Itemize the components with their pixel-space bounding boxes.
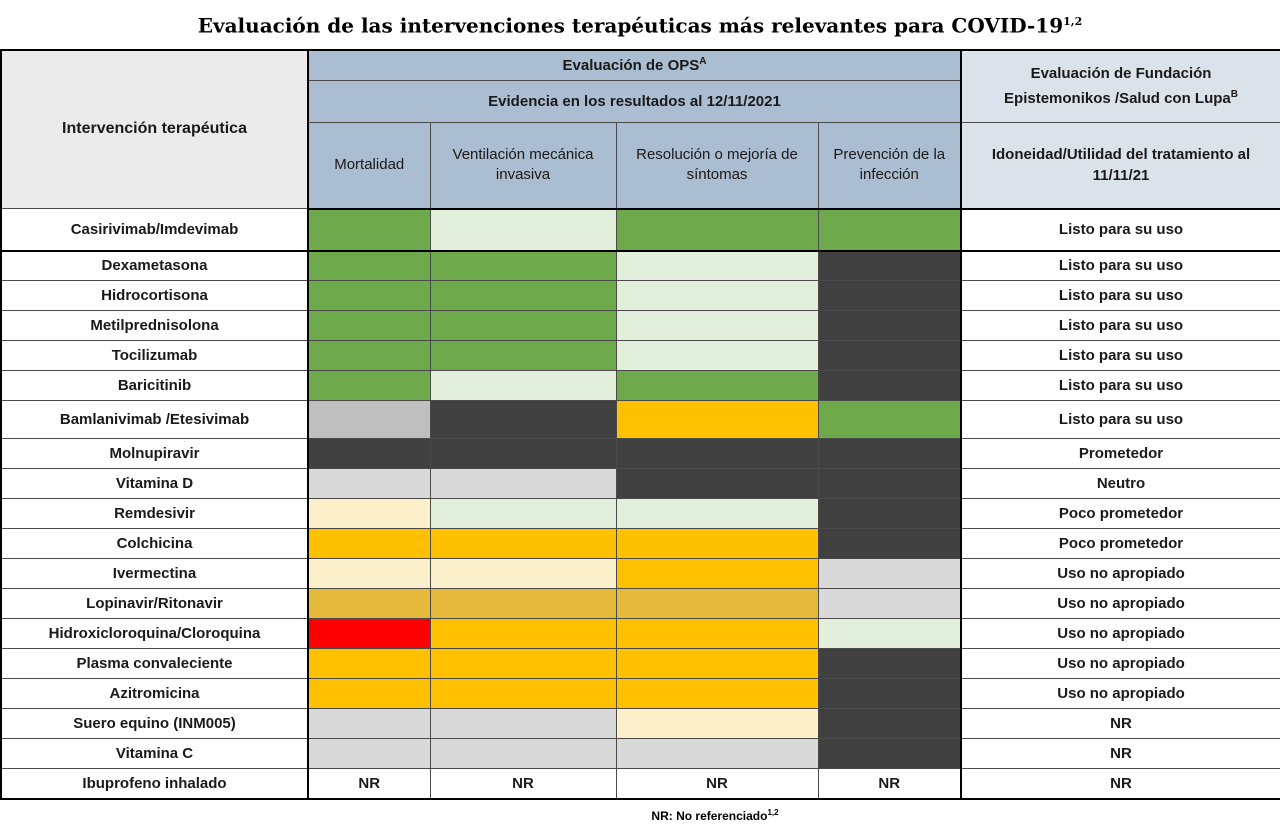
intervention-label: Azitromicina [1,679,308,709]
nr-cell: NR [616,769,818,799]
evidence-cell-light-green [430,499,616,529]
evidence-cell-gold [308,589,430,619]
evidence-cell-silver [308,401,430,439]
fundacion-evaluation-header [961,50,1280,123]
column-header-mortalidad: Mortalidad [308,123,430,209]
table-row [1,439,1280,469]
intervention-label: Molnupiravir [1,439,308,469]
assessment-label: Uso no apropiado [961,619,1280,649]
intervention-label: Suero equino (INM005) [1,709,308,739]
evidence-cell-cream [308,499,430,529]
assessment-label: Uso no apropiado [961,559,1280,589]
assessment-label: Uso no apropiado [961,679,1280,709]
table-row [1,649,1280,679]
assessment-label: Neutro [961,469,1280,499]
evidence-cell-dark-gray [818,709,961,739]
idoneidad-subheader: Idoneidad/Utilidad del tratamiento al 11/11/21 [961,123,1280,209]
evidence-cell-dark-gray [818,439,961,469]
evidence-cell-light-green [616,341,818,371]
table-header [1,50,1280,209]
intervention-label: Ibuprofeno inhalado [1,769,308,799]
table-row [1,341,1280,371]
assessment-label: Listo para su uso [961,251,1280,281]
evidence-cell-dark-gray [430,401,616,439]
evidence-cell-light-gray [430,469,616,499]
evidence-subheader: Evidencia en los resultados al 12/11/2021 [308,81,961,123]
evidence-cell-orange [430,529,616,559]
evidence-cell-green [818,209,961,251]
evidence-cell-green [818,401,961,439]
table-row [1,371,1280,401]
evidence-cell-orange [616,529,818,559]
evidence-cell-orange [616,649,818,679]
intervention-label: Colchicina [1,529,308,559]
evidence-cell-green [430,341,616,371]
intervention-label: Dexametasona [1,251,308,281]
ops-evaluation-superscript: A [699,56,707,68]
evidence-cell-green [308,251,430,281]
assessment-label: Uso no apropiado [961,589,1280,619]
evidence-cell-orange [616,559,818,589]
evidence-cell-dark-gray [818,371,961,401]
evidence-cell-dark-gray [616,439,818,469]
evidence-cell-light-green [430,209,616,251]
intervention-label: Ivermectina [1,559,308,589]
evidence-cell-dark-gray [818,649,961,679]
evidence-cell-green [616,209,818,251]
evidence-cell-gold [616,589,818,619]
nr-cell: NR [430,769,616,799]
footnote-text: NR: No referenciado [651,808,768,823]
evidence-cell-light-gray [818,589,961,619]
evidence-cell-gold [430,589,616,619]
table-row [1,209,1280,251]
evidence-cell-dark-gray [818,529,961,559]
page-title [0,7,1280,41]
intervention-label: Remdesivir [1,499,308,529]
evidence-cell-light-gray [430,709,616,739]
table-row [1,589,1280,619]
assessment-label: Listo para su uso [961,281,1280,311]
evidence-cell-light-green [616,311,818,341]
evidence-cell-dark-gray [818,311,961,341]
column-header-resolucion: Resolución o mejoría de síntomas [616,123,818,209]
table-body [1,209,1280,799]
evidence-cell-orange [430,649,616,679]
evidence-cell-green [430,281,616,311]
evidence-cell-dark-gray [818,281,961,311]
assessment-label: Uso no apropiado [961,649,1280,679]
fundacion-header-line1: Evaluación de Fundación [1030,65,1212,83]
page-title-text: Evaluación de las intervenciones terapéuticas más relevantes para COVID-19 [197,13,1064,38]
evidence-cell-green [430,251,616,281]
assessment-label: Listo para su uso [961,371,1280,401]
intervention-label: Hidroxicloroquina/Cloroquina [1,619,308,649]
table-row [1,739,1280,769]
assessment-label: Listo para su uso [961,209,1280,251]
intervention-label: Vitamina C [1,739,308,769]
evidence-cell-orange [308,649,430,679]
ops-evaluation-header-text: Evaluación de OPS [562,57,700,75]
evidence-cell-light-gray [308,739,430,769]
evaluation-table [0,49,1280,800]
evidence-cell-orange [308,529,430,559]
intervention-label: Lopinavir/Ritonavir [1,589,308,619]
evidence-cell-light-green [616,281,818,311]
table-row [1,499,1280,529]
assessment-label: Poco prometedor [961,529,1280,559]
evidence-cell-green [430,311,616,341]
table-row [1,679,1280,709]
evidence-cell-light-gray [308,469,430,499]
evidence-cell-green [616,371,818,401]
evidence-cell-orange [616,619,818,649]
evidence-cell-light-gray [430,739,616,769]
evidence-cell-dark-gray [430,439,616,469]
evidence-cell-light-gray [308,709,430,739]
evidence-cell-orange [430,679,616,709]
fundacion-header-superscript: B [1230,89,1238,101]
assessment-label: NR [961,739,1280,769]
footnote [0,800,1280,823]
evidence-cell-dark-gray [616,469,818,499]
page-title-superscript: 1,2 [1063,15,1083,28]
ops-evaluation-header [308,50,961,81]
evidence-cell-green [308,281,430,311]
evidence-cell-light-green [430,371,616,401]
intervention-label: Metilprednisolona [1,311,308,341]
evidence-cell-green [308,341,430,371]
assessment-label: NR [961,709,1280,739]
intervention-label: Vitamina D [1,469,308,499]
intervention-label: Baricitinib [1,371,308,401]
table-row [1,251,1280,281]
evidence-cell-cream [308,559,430,589]
evidence-cell-light-gray [818,559,961,589]
assessment-label: Listo para su uso [961,341,1280,371]
evidence-cell-light-green [616,251,818,281]
intervention-label: Casirivimab/Imdevimab [1,209,308,251]
column-header-prevencion: Prevención de la infección [818,123,961,209]
evidence-cell-dark-gray [818,679,961,709]
evidence-cell-orange [616,679,818,709]
assessment-label: NR [961,769,1280,799]
table-row [1,709,1280,739]
intervention-label: Tocilizumab [1,341,308,371]
evidence-cell-dark-gray [818,341,961,371]
evidence-cell-green [308,209,430,251]
evidence-cell-light-green [616,499,818,529]
evidence-cell-dark-gray [308,439,430,469]
evidence-cell-orange [616,401,818,439]
evidence-cell-cream [616,709,818,739]
evidence-cell-dark-gray [818,739,961,769]
evidence-cell-dark-gray [818,469,961,499]
assessment-label: Prometedor [961,439,1280,469]
table-row [1,619,1280,649]
evidence-cell-light-green [818,619,961,649]
table-row [1,469,1280,499]
assessment-label: Listo para su uso [961,311,1280,341]
assessment-label: Poco prometedor [961,499,1280,529]
evidence-cell-orange [430,619,616,649]
intervention-label: Bamlanivimab /Etesivimab [1,401,308,439]
nr-cell: NR [818,769,961,799]
column-header-ventilacion: Ventilación mecánica invasiva [430,123,616,209]
table-row [1,401,1280,439]
footnote-superscript: 1,2 [767,807,779,817]
evidence-cell-green [308,311,430,341]
intervention-column-header: Intervención terapéutica [1,50,308,209]
assessment-label: Listo para su uso [961,401,1280,439]
intervention-label: Plasma convaleciente [1,649,308,679]
table-row [1,529,1280,559]
nr-cell: NR [308,769,430,799]
table-row [1,311,1280,341]
intervention-label: Hidrocortisona [1,281,308,311]
table-row [1,769,1280,799]
fundacion-header-line2: Epistemonikos /Salud con Lupa [1004,90,1231,108]
evidence-cell-cream [430,559,616,589]
evidence-cell-orange [308,679,430,709]
table-row [1,281,1280,311]
evidence-cell-dark-gray [818,251,961,281]
evidence-cell-red [308,619,430,649]
table-row [1,559,1280,589]
evidence-cell-dark-gray [818,499,961,529]
evidence-cell-green [308,371,430,401]
evidence-cell-light-gray [616,739,818,769]
